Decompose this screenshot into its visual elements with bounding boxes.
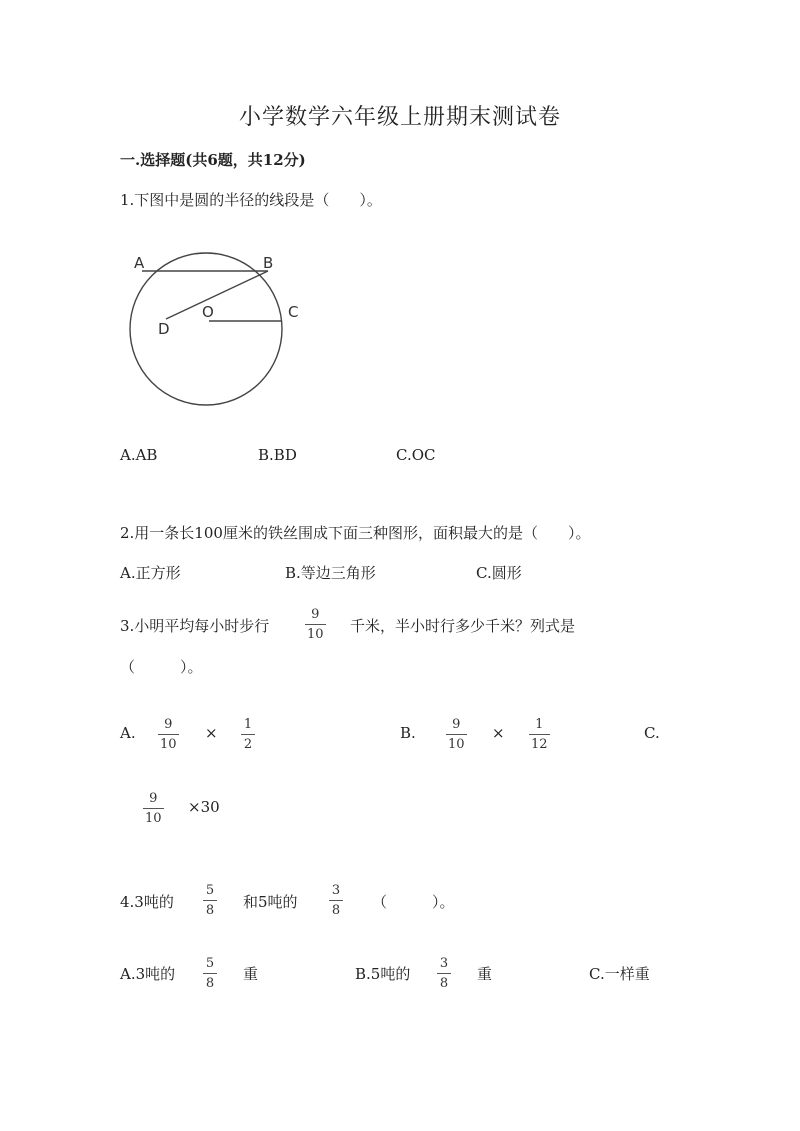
q3-option-c-label: C. [644, 724, 660, 742]
fraction-bar [203, 900, 217, 901]
denominator: 10 [307, 627, 324, 642]
question-4-prefix: 4.3吨的 [120, 893, 174, 911]
fraction [203, 957, 217, 990]
fraction [143, 792, 164, 825]
q4-option-c: C.一样重 [589, 965, 650, 983]
q4-option-b-suffix: 重 [477, 965, 493, 983]
point-label-o: O [202, 303, 214, 321]
denominator: 8 [205, 903, 215, 918]
q1-option-c: C.OC [396, 446, 436, 464]
answer-blank: （ ）。 [372, 893, 455, 911]
numerator: 3 [439, 956, 449, 971]
denominator: 2 [243, 737, 253, 752]
point-label-b: B [263, 254, 274, 272]
numerator: 5 [205, 883, 215, 898]
q4-option-a-prefix: A.3吨的 [120, 965, 176, 983]
fraction-bar [305, 624, 326, 625]
circle-diagram [120, 245, 320, 410]
denominator: 8 [205, 976, 215, 991]
fraction [446, 718, 467, 751]
question-1-text: 1.下图中是圆的半径的线段是（ ）。 [120, 191, 382, 209]
denominator: 12 [531, 737, 548, 752]
denominator: 8 [439, 976, 449, 991]
q2-option-b: B.等边三角形 [285, 564, 376, 582]
numerator: 9 [149, 791, 158, 806]
q2-option-c: C.圆形 [476, 564, 522, 582]
denominator: 10 [160, 737, 177, 752]
numerator: 9 [164, 717, 173, 732]
fraction-bar [446, 734, 467, 735]
fraction [529, 718, 550, 751]
question-3-suffix: 千米，半小时行多少千米？列式是 [350, 617, 576, 635]
section-heading: 一.选择题(共6题，共12分) [120, 151, 306, 169]
fraction-bar [329, 900, 343, 901]
q4-option-b-prefix: B.5吨的 [355, 965, 411, 983]
question-3-prefix: 3.小明平均每小时步行 [120, 617, 270, 635]
numerator: 1 [535, 717, 544, 732]
numerator: 9 [311, 607, 320, 622]
fraction [329, 884, 343, 917]
q1-option-b: B.BD [258, 446, 297, 464]
q1-option-a: A.AB [120, 446, 158, 464]
fraction-bar [158, 734, 179, 735]
fraction-bar [529, 734, 550, 735]
fraction-bar [203, 973, 217, 974]
q2-option-a: A.正方形 [120, 564, 181, 582]
numerator: 3 [331, 883, 341, 898]
fraction-bar [143, 808, 164, 809]
fraction [437, 957, 451, 990]
fraction [241, 718, 255, 751]
denominator: 10 [145, 811, 162, 826]
fraction [203, 884, 217, 917]
denominator: 8 [331, 903, 341, 918]
fraction-bar [437, 973, 451, 974]
fraction [305, 608, 326, 641]
fraction-bar [241, 734, 255, 735]
answer-blank: （ ）。 [120, 658, 203, 676]
point-label-c: C [288, 303, 299, 321]
q3-option-b-label: B. [400, 724, 416, 742]
q3-option-a-label: A. [120, 724, 136, 742]
point-label-d: D [158, 320, 170, 338]
point-label-a: A [134, 254, 145, 272]
denominator: 10 [448, 737, 465, 752]
times-sign: × [492, 724, 505, 742]
numerator: 1 [243, 717, 253, 732]
question-2-text: 2.用一条长100厘米的铁丝围成下面三种图形，面积最大的是（ ）。 [120, 524, 591, 542]
segment-bd [166, 271, 268, 319]
page-title: 小学数学六年级上册期末测试卷 [238, 105, 561, 130]
numerator: 5 [205, 956, 215, 971]
question-4-mid: 和5吨的 [243, 893, 298, 911]
numerator: 9 [452, 717, 461, 732]
times-sign: × [205, 724, 218, 742]
q3-option-c-tail: ×30 [188, 798, 220, 816]
fraction [158, 718, 179, 751]
q4-option-a-suffix: 重 [243, 965, 259, 983]
